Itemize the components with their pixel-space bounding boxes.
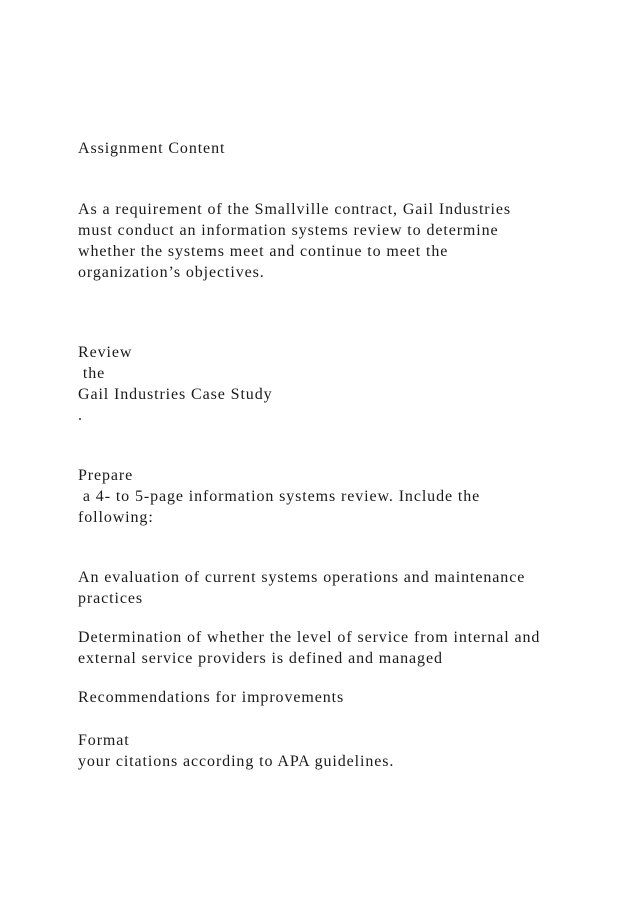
prepare-line-1: a 4- to 5-page information systems review. Include the: [78, 488, 481, 505]
item-3-line-1: Recommendations for improvements: [78, 689, 345, 706]
item-1-line-1: An evaluation of current systems operations and maintenance: [78, 569, 526, 586]
review-verb: Review: [78, 344, 133, 361]
intro-line-2: must conduct an information systems review to determine: [78, 222, 499, 239]
item-2-line-2: external service providers is defined and managed: [78, 650, 443, 667]
intro-line-4: organization’s objectives.: [78, 264, 265, 281]
review-article: the: [78, 365, 106, 382]
prepare-line-2: following:: [78, 509, 154, 526]
prepare-verb: Prepare: [78, 467, 134, 484]
heading: Assignment Content: [78, 140, 226, 157]
review-period: .: [78, 407, 83, 424]
case-study-link[interactable]: Gail Industries Case Study: [78, 386, 273, 403]
intro-line-1: As a requirement of the Smallville contract, Gail Industries: [78, 201, 511, 218]
format-line: your citations according to APA guidelines.: [78, 753, 395, 770]
item-1-line-2: practices: [78, 590, 143, 607]
intro-line-3: whether the systems meet and continue to meet the: [78, 243, 449, 260]
format-verb: Format: [78, 732, 130, 749]
item-2-line-1: Determination of whether the level of service from internal and: [78, 629, 541, 646]
